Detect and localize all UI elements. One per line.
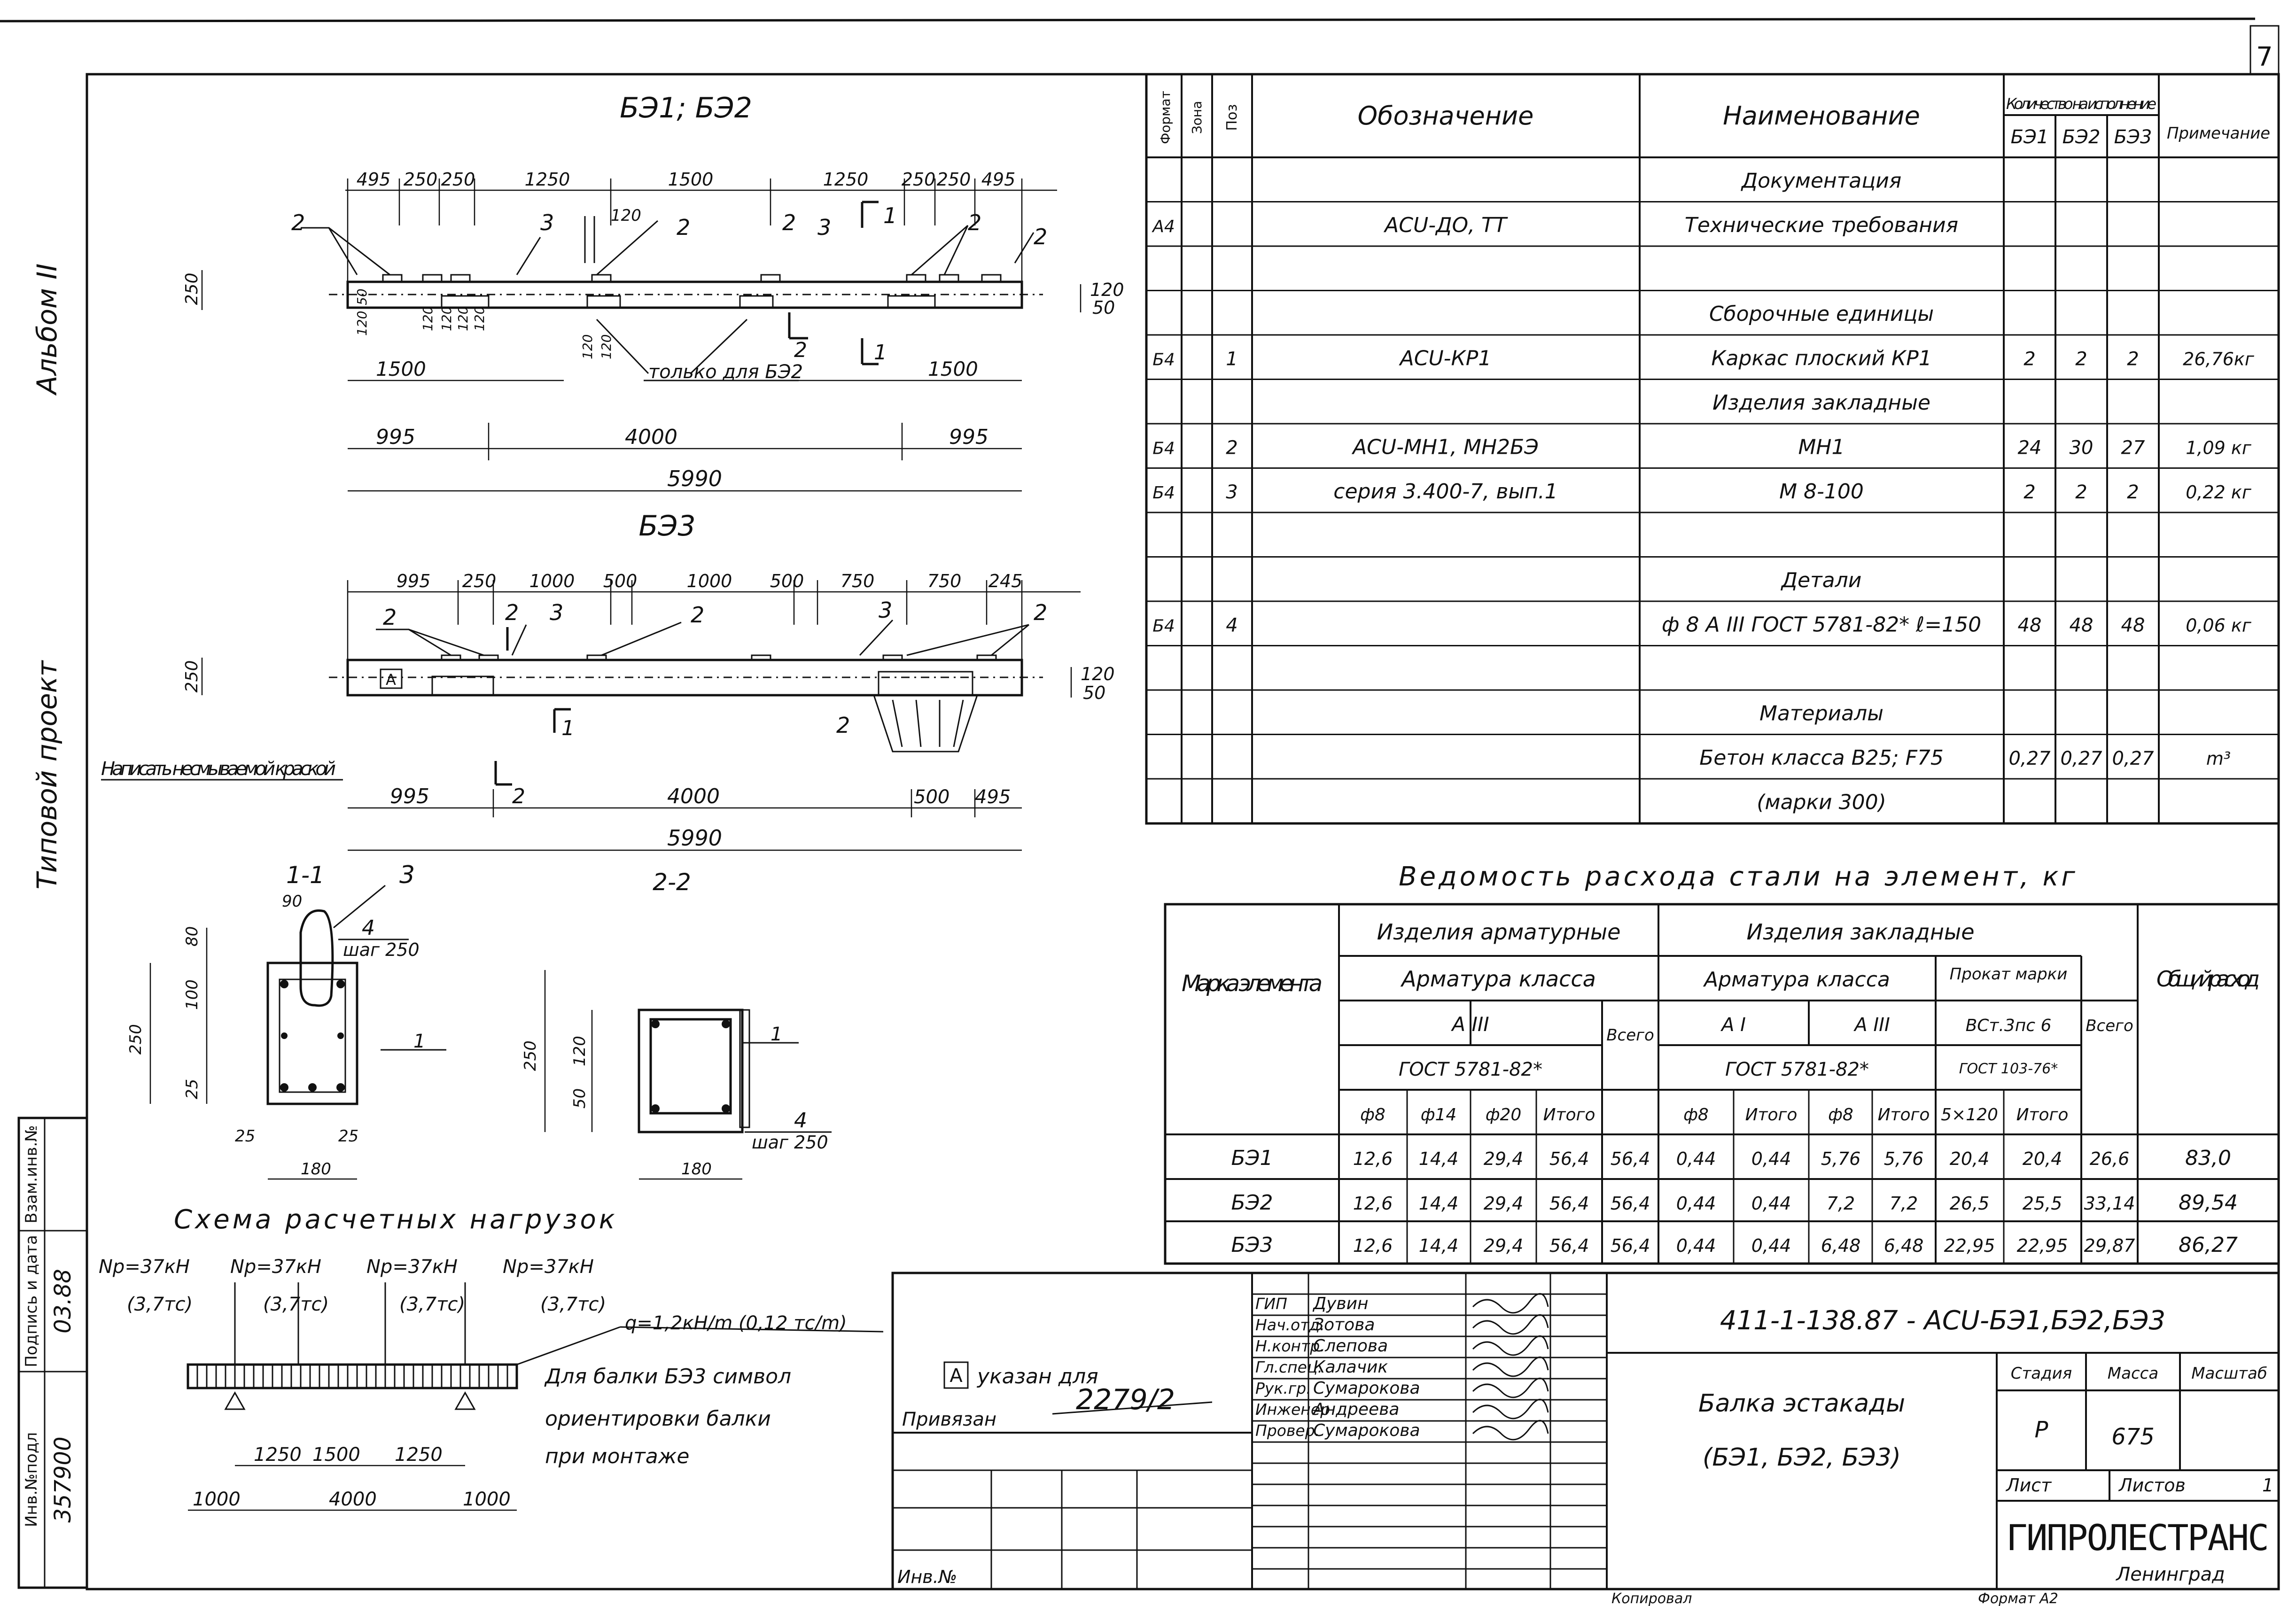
spec-row-format: Б4 [1152,439,1175,458]
steel-row-value: 86,27 [2179,1233,2238,1257]
spec-h-designation: Обозначение [1357,101,1534,131]
steel-row-value: 0,44 [1676,1193,1716,1214]
doc-code: 411-1-138.87 - АСU-БЭ1,БЭ2,БЭ3 [1720,1305,2166,1336]
steel-h-gost1: ГОСТ 5781-82* [1399,1059,1542,1080]
loads-bottom-1000-left: 1000 [193,1489,241,1510]
b1b2-title: БЭ1; БЭ2 [620,92,752,124]
b1b2-small-dim-2: 120 [420,306,436,331]
steel-row-value: 29,4 [1483,1235,1524,1256]
sheet-label: Лист [2006,1475,2052,1496]
spec-row-q1: 2 [2024,348,2036,370]
role-label: Рук.гр. [1255,1379,1311,1397]
sheets-value: 1 [2262,1475,2274,1496]
steel-row-value: 56,4 [1549,1193,1589,1214]
role-name: Дувин [1313,1294,1369,1313]
spec-row-name: МН1 [1798,435,1845,459]
scale-header: Масштаб [2191,1364,2267,1383]
spec-row-name: ф 8 А III ГОСТ 5781-82* ℓ=150 [1661,613,1982,637]
steel-h-emb: Изделия закладные [1746,919,1975,945]
b3-label-pos3-right: 3 [879,597,893,623]
spec-row-designation: серия 3.400-7, вып.1 [1333,479,1558,504]
b1b2-right-dim-120: 120 [1090,279,1124,300]
symbol-note-line4: при монтаже [545,1444,690,1468]
sec11-mark-1: 1 [413,1031,426,1052]
steel-row-value: 56,4 [1549,1148,1589,1169]
role-name: Зотова [1313,1315,1375,1334]
b1b2-right-dim-50: 50 [1092,297,1115,318]
b1b2-total: 5990 [667,466,723,491]
type-project-label: Типовой проект [31,660,63,890]
sign-date-value: 03.88 [50,1269,76,1334]
steel-row-value: 20,4 [2022,1148,2063,1169]
steel-row-value: 89,54 [2179,1191,2238,1215]
steel-row-value: 56,4 [1549,1235,1589,1256]
section-2-2-title: 2-2 [653,869,691,896]
spec-row-pos: 3 [1226,481,1238,503]
steel-row-mark: БЭ1 [1231,1146,1273,1170]
spec-row-designation: АСU-КР1 [1400,346,1492,371]
steel-h-gost3: ГОСТ 103-76* [1959,1061,2058,1077]
b3-label-pos2-left: 2 [383,605,397,630]
steel-h-a1: А I [1721,1014,1746,1036]
spec-row-q2: 2 [2075,481,2087,503]
b1b2-label-sec1-top: 1 [883,203,897,228]
steel-row-value: 25,5 [2022,1193,2063,1214]
b1b2-label-120: 120 [611,206,641,225]
sec11-dim-90: 90 [282,892,303,911]
corner-number: 7 [2256,42,2273,72]
steel-row-value: 56,4 [1610,1235,1650,1256]
b3-label-pos3: 3 [550,600,564,625]
load-np-3: Nр=37кН [366,1256,458,1278]
steel-row-value: 14,4 [1418,1148,1459,1169]
spec-row-format: Б4 [1152,483,1175,503]
loads-dim-1500: 1500 [312,1444,360,1466]
steel-row-value: 0,44 [1751,1235,1791,1256]
sec22-dim-180: 180 [681,1160,712,1179]
steel-row-value: 0,44 [1751,1148,1791,1169]
b1b2-dim-6: 250 [901,169,936,190]
spec-row-note: m³ [2206,748,2231,769]
steel-h-total-arm: Всего [1606,1026,1654,1045]
b3-label-pos2-right: 2 [1034,600,1048,625]
steel-h-arm-class: Арматура класса [1401,966,1596,992]
spec-h-qty: Количество на исполнение [2006,95,2156,113]
b1b2-section2-mark: 2 [794,338,807,362]
load-q: q=1,2кН/m (0,12 тс/m) [625,1312,847,1334]
spec-row-name: Детали [1781,568,1862,592]
spec-row-q1: 48 [2017,614,2042,636]
b1b2-label-pos2-right: 2 [968,210,982,235]
role-label: Нач.отд. [1255,1316,1325,1334]
spec-row-pos: 1 [1226,348,1238,370]
spec-row-q2: 48 [2069,614,2094,636]
mass-value: 675 [2111,1424,2155,1450]
b1b2-dim-5: 1250 [823,169,869,190]
steel-row-value: 29,4 [1483,1193,1524,1214]
spec-row-name: Технические требования [1684,213,1959,237]
title-line-2: (БЭ1, БЭ2, БЭ3) [1703,1443,1901,1472]
role-label: Провер. [1255,1421,1320,1440]
steel-row-value: 29,87 [2084,1235,2135,1256]
steel-row-value: 12,6 [1353,1235,1393,1256]
b3-label-pos2-mid: 2 [691,602,705,628]
handwritten-number: 2279/2 [1076,1383,1175,1416]
section-1-1-step-label: шаг 250 [343,939,420,960]
role-name: Слепова [1313,1336,1388,1356]
b1b2-dim-1: 250 [403,169,438,190]
spec-row-q3: 0,27 [2112,747,2154,769]
steel-subheader: Итого [1543,1105,1596,1125]
b1b2-bottom-995-left: 995 [376,425,415,449]
stage-value: Р [2034,1417,2048,1443]
sec11-dim-100: 100 [183,979,202,1010]
b1b2-small-dim-0: 120 [354,310,370,336]
sec11-dim-180: 180 [301,1160,331,1179]
b1b2-only-b2-note: только для БЭ2 [648,361,803,383]
b1b2-small-dim-5: 120 [472,306,487,331]
b1b2-label-pos2-mid: 2 [677,215,691,240]
role-name: Сумарокова [1313,1421,1420,1440]
role-name: Андреева [1313,1400,1400,1419]
loads-bottom-1000-right: 1000 [463,1489,511,1510]
b1b2-small-dim-6: 120 [580,334,595,359]
section-1-1-pos3: 3 [399,861,415,889]
loads-title: Схема расчетных нагрузок [174,1204,618,1235]
steel-h-emb-class: Арматура класса [1704,968,1890,992]
steel-title: Ведомость расхода стали на элемент, кг [1399,861,2078,892]
privyazan-label: Привязан [902,1409,997,1430]
b1b2-dim-2: 250 [441,169,475,190]
steel-h-prokat: Прокат марки [1949,965,2068,984]
steel-h-arm: Изделия арматурные [1377,919,1621,945]
inv-orig-label: Инв.№подл [22,1432,41,1528]
load-tc-1: (3,7тс) [127,1294,193,1315]
sheets-label: Листов [2119,1475,2186,1496]
replace-inv-label: Взам.инв.№ [22,1125,41,1224]
spec-row-name: (марки 300) [1757,790,1886,815]
spec-row-designation: АСU-ДО, ТТ [1385,213,1507,237]
load-tc-4: (3,7тс) [540,1294,607,1315]
load-np-1: Nр=37кН [99,1256,190,1278]
sec22-dim-120: 120 [570,1036,589,1066]
steel-h-total: Общий расход [2156,966,2260,992]
b1b2-dim-0: 495 [356,169,391,190]
steel-h-gost2: ГОСТ 5781-82* [1725,1059,1869,1080]
b3-dim-1: 250 [462,571,497,591]
steel-subheader: ф8 [1683,1105,1709,1125]
b3-dim-4: 1000 [686,571,732,591]
b1b2-label-pos3-right: 3 [817,215,832,240]
steel-row-value: 0,44 [1751,1193,1791,1214]
sec22-dim-250: 250 [521,1040,540,1071]
b3-bottom-995: 995 [390,784,429,808]
spec-row-q3: 48 [2121,614,2145,636]
spec-row-q1: 2 [2024,481,2036,503]
load-np-2: Nр=37кН [230,1256,321,1278]
spec-row-note: 0,06 кг [2186,615,2251,636]
spec-h-q1: БЭ1 [2010,126,2049,148]
b1b2-small-dim-7: 120 [599,334,614,359]
steel-row-value: 0,44 [1676,1235,1716,1256]
b1b2-label-pos2-left: 2 [291,210,305,235]
section-2-2-step-num: 4 [794,1109,807,1133]
mass-header: Масса [2107,1364,2159,1383]
b3-dim-2: 1000 [529,571,575,591]
steel-row-value: 26,5 [1949,1193,1990,1214]
spec-row-q3: 2 [2127,348,2139,370]
b3-bottom-495: 495 [975,786,1011,808]
b3-dim-0: 995 [396,571,431,591]
b3-dim-5: 500 [770,571,804,591]
steel-row-value: 83,0 [2185,1146,2231,1170]
spec-row-q2: 30 [2069,437,2094,459]
b3-label-pos2b: 2 [505,600,519,625]
b3-section1-mark: 1 [561,716,575,740]
spec-row-format: Б4 [1152,350,1175,370]
sign-date-label: Подпись и дата [22,1235,41,1367]
b1b2-bottom-4000: 4000 [625,425,677,449]
steel-subheader: ф20 [1485,1105,1522,1125]
loads-bottom-4000: 4000 [329,1489,377,1510]
org-city: Ленинград [2116,1564,2225,1585]
steel-row-mark: БЭ2 [1231,1191,1273,1215]
steel-subheader: ф8 [1360,1105,1385,1125]
steel-h-a3: А III [1452,1013,1489,1036]
steel-row-value: 12,6 [1353,1193,1393,1214]
steel-row-value: 12,6 [1353,1148,1393,1169]
spec-row-note: 0,22 кг [2186,481,2251,503]
b1b2-small-dim-4: 120 [455,306,471,331]
steel-row-value: 5,76 [1883,1148,1924,1169]
sec22-dim-50: 50 [570,1088,589,1109]
spec-h-note: Примечание [2167,124,2270,143]
steel-subheader: Итого [1877,1105,1930,1125]
load-np-4: Nр=37кН [503,1256,594,1278]
steel-row-value: 6,48 [1821,1235,1861,1256]
steel-subheader: ф8 [1828,1105,1853,1125]
loads-dim-1250-left: 1250 [254,1444,302,1466]
b3-bottom-500: 500 [914,786,950,808]
steel-subheader: 5×120 [1941,1105,1998,1125]
b1b2-section1-mark: 1 [874,341,887,365]
b1b2-small-dim-3: 120 [439,306,454,331]
spec-row-note: 1,09 кг [2186,437,2251,458]
b3-dim-3: 500 [603,571,638,591]
steel-h-a3b: А III [1854,1014,1890,1036]
steel-h-bst: ВСт.3пс 6 [1965,1016,2052,1035]
sec11-dim-250: 250 [126,1024,145,1055]
symbol-note-line1: Для балки БЭ3 символ [545,1365,792,1389]
role-label: Гл.спец. [1255,1358,1323,1376]
steel-row-value: 7,2 [1889,1193,1918,1214]
b3-total: 5990 [667,825,723,851]
spec-row-name: Сборочные единицы [1709,302,1934,326]
spec-row-name: Бетон класса В25; F75 [1699,745,1944,770]
steel-row-mark: БЭ3 [1231,1233,1273,1257]
footer-format: Формат А2 [1978,1590,2058,1606]
b3-height: 250 [182,660,202,693]
spec-row-format: Б4 [1152,616,1175,636]
stage-header: Стадия [2010,1364,2072,1383]
steel-row-value: 22,95 [2016,1235,2068,1256]
b3-dim-8: 245 [988,571,1023,591]
steel-subheader: Итого [1745,1105,1798,1125]
b3-title: БЭ3 [638,510,696,543]
b3-label-pos2-low: 2 [836,713,850,738]
spec-row-q2: 2 [2075,348,2087,370]
b3-right-dim-50: 50 [1083,683,1106,703]
spec-row-pos: 2 [1226,437,1238,459]
b3-dim-6: 750 [840,571,875,591]
steel-row-value: 29,4 [1483,1148,1524,1169]
spec-row-designation: АСU-МН1, МН2БЭ [1353,435,1539,459]
steel-subheader: ф14 [1420,1105,1457,1125]
b3-right-dim-120: 120 [1081,664,1115,684]
steel-subheader: Итого [2016,1105,2069,1125]
symbol-note-box: А [950,1365,963,1387]
spec-row-name: М 8-100 [1779,479,1864,504]
b1b2-label-pos2-b: 2 [782,210,796,235]
spec-row-name: Документация [1741,169,1902,193]
sec11-dim-25: 25 [183,1078,202,1099]
symbol-note-line3: ориентировки балки [545,1407,771,1431]
b3-orientation-symbol: А [386,671,396,689]
inv-orig-value: 357900 [50,1436,76,1523]
steel-row-value: 56,4 [1610,1148,1650,1169]
steel-row-value: 20,4 [1949,1148,1990,1169]
b1b2-height: 250 [182,272,202,305]
steel-h-total-emb: Всего [2086,1016,2133,1035]
inv-no-label: Инв.№ [897,1567,957,1587]
footer-copy: Копировал [1611,1590,1692,1606]
b3-bottom-4000: 4000 [667,784,720,808]
role-name: Сумарокова [1313,1379,1420,1398]
role-label: Инженер [1255,1400,1331,1419]
sec11-dim-25-left: 25 [235,1127,256,1146]
spec-row-name: Материалы [1759,701,1883,726]
spec-row-name: Каркас плоский КР1 [1711,346,1932,371]
spec-row-q1: 24 [2017,437,2042,459]
section-1-1-title: 1-1 [286,861,325,889]
spec-row-q2: 0,27 [2060,747,2102,769]
spec-row-q1: 0,27 [2008,747,2051,769]
steel-row-value: 6,48 [1883,1235,1924,1256]
spec-row-q3: 27 [2121,437,2145,459]
b1b2-label-pos3-left: 3 [540,210,554,235]
steel-row-value: 14,4 [1418,1193,1459,1214]
role-name: Калачик [1313,1358,1388,1377]
steel-row-value: 26,6 [2089,1148,2130,1169]
section-1-1-step-num: 4 [362,916,375,940]
title-line-1: Балка эстакады [1698,1389,1906,1418]
role-label: Н.контр. [1255,1337,1325,1355]
b1b2-bottom-1500-left: 1500 [376,357,426,380]
b3-note: Написать несмываемой краской [101,758,336,780]
steel-row-value: 14,4 [1418,1235,1459,1256]
b1b2-dim-8: 495 [981,169,1016,190]
steel-row-value: 56,4 [1610,1193,1650,1214]
b3-section2-mark: 2 [512,784,525,808]
spec-h-q3: БЭ3 [2114,126,2152,148]
spec-row-format: А4 [1152,217,1175,236]
b1b2-dim-7: 250 [936,169,971,190]
spec-h-pos: Поз [1224,104,1240,131]
spec-row-pos: 4 [1226,614,1238,636]
spec-h-zone: Зона [1189,101,1205,134]
load-tc-3: (3,7тс) [399,1294,466,1315]
steel-row-value: 33,14 [2084,1193,2135,1214]
steel-row-value: 22,95 [1944,1235,1995,1256]
b1b2-small-dim-1: 50 [354,288,370,305]
sec11-dim-25-right: 25 [338,1127,359,1146]
spec-h-q2: БЭ2 [2062,126,2101,148]
sec11-dim-80: 80 [183,926,202,947]
spec-row-q3: 2 [2127,481,2139,503]
section-2-2-step-label: шаг 250 [752,1132,828,1153]
sec22-mark-1: 1 [771,1024,783,1045]
spec-h-format: Формат [1158,91,1173,144]
spec-row-note: 26,76кг [2183,349,2254,370]
spec-row-name: Изделия закладные [1712,390,1930,415]
b1b2-dim-4: 1500 [668,169,714,190]
spec-h-name: Наименование [1723,101,1920,131]
b3-dim-7: 750 [927,571,962,591]
role-label: ГИП [1255,1295,1287,1313]
symbol-note-line2: указан для [977,1365,1098,1389]
album-label: Альбом II [31,263,63,395]
steel-h-mark: Марка элемента [1182,970,1323,997]
steel-row-value: 0,44 [1676,1148,1716,1169]
b1b2-bottom-995-right: 995 [949,425,988,449]
load-tc-2: (3,7тс) [263,1294,329,1315]
b1b2-label-pos2-end: 2 [1034,224,1048,249]
b1b2-dim-3: 1250 [524,169,570,190]
steel-row-value: 7,2 [1826,1193,1855,1214]
steel-row-value: 5,76 [1821,1148,1861,1169]
loads-dim-1250-right: 1250 [395,1444,443,1466]
org-name: ГИПРОЛЕСТРАНС [2006,1517,2269,1559]
b1b2-bottom-1500-right: 1500 [928,357,978,380]
